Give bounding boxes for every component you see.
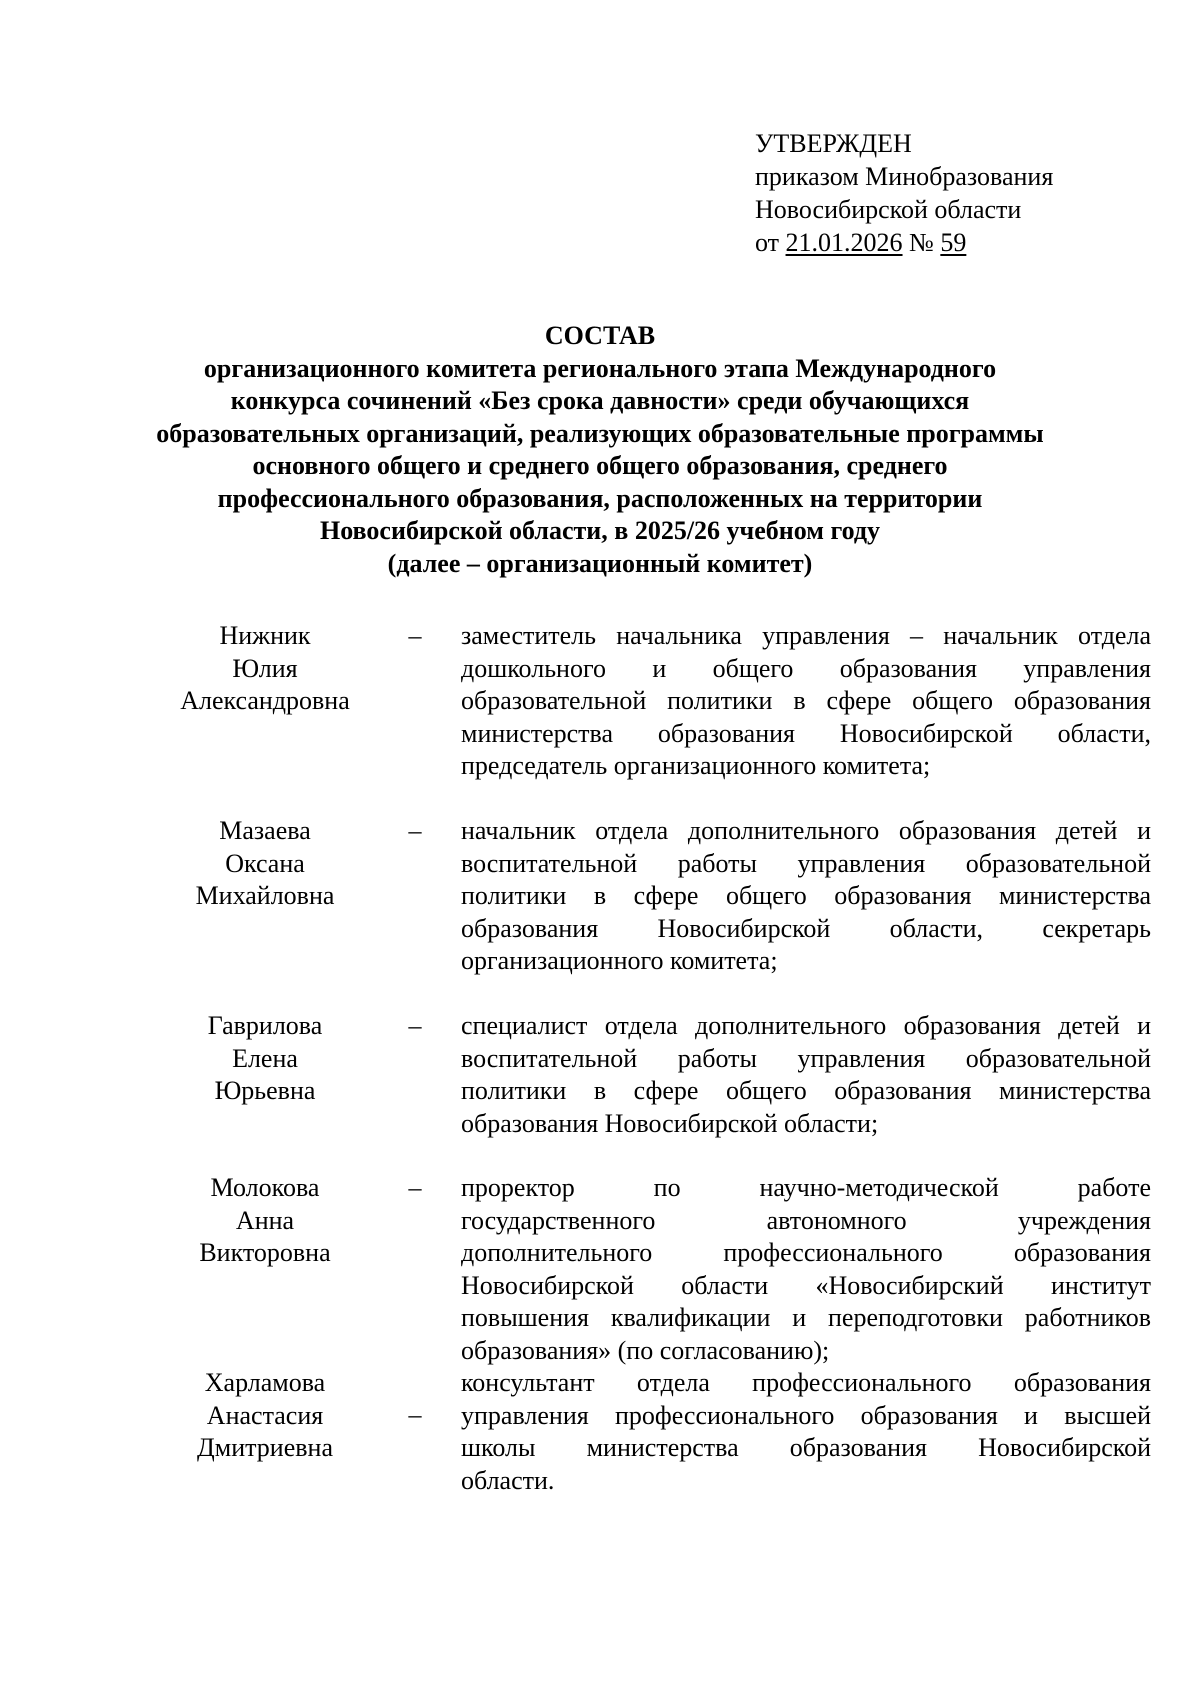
title-line: (далее – организационный комитет) — [387, 548, 813, 578]
role-line: консультант отдела профессионального образования — [461, 1368, 1151, 1397]
member-patronymic: Викторовна — [199, 1238, 331, 1267]
approval-title: УТВЕРЖДЕН — [755, 129, 912, 158]
approval-stamp — [755, 127, 1053, 259]
member-surname: Мазаева — [219, 816, 311, 845]
role-line: политики в сфере общего образования министерства — [461, 1076, 1151, 1105]
role-line: Новосибирской области «Новосибирский институт — [461, 1270, 1151, 1300]
member-patronymic: Михайловна — [195, 881, 335, 910]
role-line: министерства образования Новосибирской области, — [461, 718, 1151, 748]
role-line: дошкольного и общего образования управления — [461, 653, 1151, 683]
member-first-name: Юлия — [232, 653, 298, 683]
member-surname: Молокова — [210, 1173, 320, 1202]
role-line: школы министерства образования Новосибирской — [461, 1433, 1151, 1462]
approval-region-line: Новосибирской области — [755, 195, 1022, 224]
role-line: управления профессионального образования и высшей — [461, 1400, 1151, 1430]
document-title — [120, 320, 1080, 580]
title-line: образовательных организаций, реализующих образовательные программы — [156, 418, 1044, 448]
role-line: воспитательной работы управления образовательной — [461, 1043, 1151, 1073]
title-line: основного общего и среднего общего образования, среднего — [252, 451, 948, 480]
member-dash: – — [408, 621, 422, 650]
member-role — [461, 1010, 1151, 1140]
member-first-name: Анастасия — [206, 1400, 324, 1430]
member-dash: – — [408, 1011, 422, 1040]
member-name — [140, 1172, 390, 1270]
member-role — [461, 620, 1151, 783]
title-line: профессионального образования, расположенных на территории — [217, 483, 983, 513]
role-line: области. — [461, 1465, 555, 1495]
member-dash: – — [408, 1400, 422, 1429]
role-line: образования» (по согласованию); — [461, 1335, 830, 1365]
order-number: 59 — [940, 228, 967, 257]
role-line: повышения квалификации и переподготовки работников — [461, 1303, 1151, 1332]
role-line: начальник отдела дополнительного образования детей и — [461, 816, 1151, 845]
role-line: организационного комитета; — [461, 946, 778, 975]
title-line: конкурса сочинений «Без срока давности» среди обучающихся — [230, 386, 970, 415]
member-patronymic: Александровна — [180, 686, 350, 715]
member-surname: Нижник — [219, 621, 311, 650]
member-name — [140, 815, 390, 913]
member-role — [461, 1172, 1151, 1367]
date-prefix: от — [755, 228, 786, 257]
title-heading: СОСТАВ — [544, 321, 656, 350]
role-line: воспитательной работы управления образовательной — [461, 848, 1151, 878]
member-patronymic: Дмитриевна — [197, 1433, 333, 1462]
member-first-name: Елена — [232, 1043, 298, 1073]
role-line: государственного автономного учреждения — [461, 1205, 1151, 1235]
role-line: заместитель начальника управления – начальник отдела — [461, 621, 1151, 650]
role-line: специалист отдела дополнительного образования детей и — [461, 1011, 1151, 1040]
number-prefix: № — [902, 228, 941, 257]
member-name — [140, 1367, 390, 1465]
member-surname: Гаврилова — [207, 1011, 323, 1040]
order-date: 21.01.2026 — [785, 228, 903, 257]
member-role — [461, 1367, 1151, 1497]
member-dash: – — [408, 816, 422, 845]
role-line: председатель организационного комитета; — [461, 751, 931, 780]
title-line: организационного комитета регионального этапа Международного — [203, 353, 997, 383]
role-line: проректор по научно-методической работе — [461, 1173, 1151, 1202]
member-dash: – — [408, 1173, 422, 1202]
member-patronymic: Юрьевна — [214, 1076, 316, 1105]
approval-date-line — [755, 226, 1053, 259]
member-name — [140, 1010, 390, 1108]
member-first-name: Оксана — [225, 848, 305, 878]
member-name — [140, 620, 390, 718]
role-line: дополнительного профессионального образования — [461, 1238, 1151, 1267]
role-line: образовательной политики в сфере общего образования — [461, 686, 1151, 715]
title-line: Новосибирской области, в 2025/26 учебном году — [319, 516, 880, 545]
member-surname: Харламова — [204, 1368, 326, 1397]
member-role — [461, 815, 1151, 978]
role-line: политики в сфере общего образования министерства — [461, 881, 1151, 910]
role-line: образования Новосибирской области, секретарь — [461, 913, 1151, 943]
member-first-name: Анна — [235, 1205, 295, 1235]
approval-order-line: приказом Минобразования — [755, 162, 1054, 191]
role-line: образования Новосибирской области; — [461, 1108, 879, 1138]
